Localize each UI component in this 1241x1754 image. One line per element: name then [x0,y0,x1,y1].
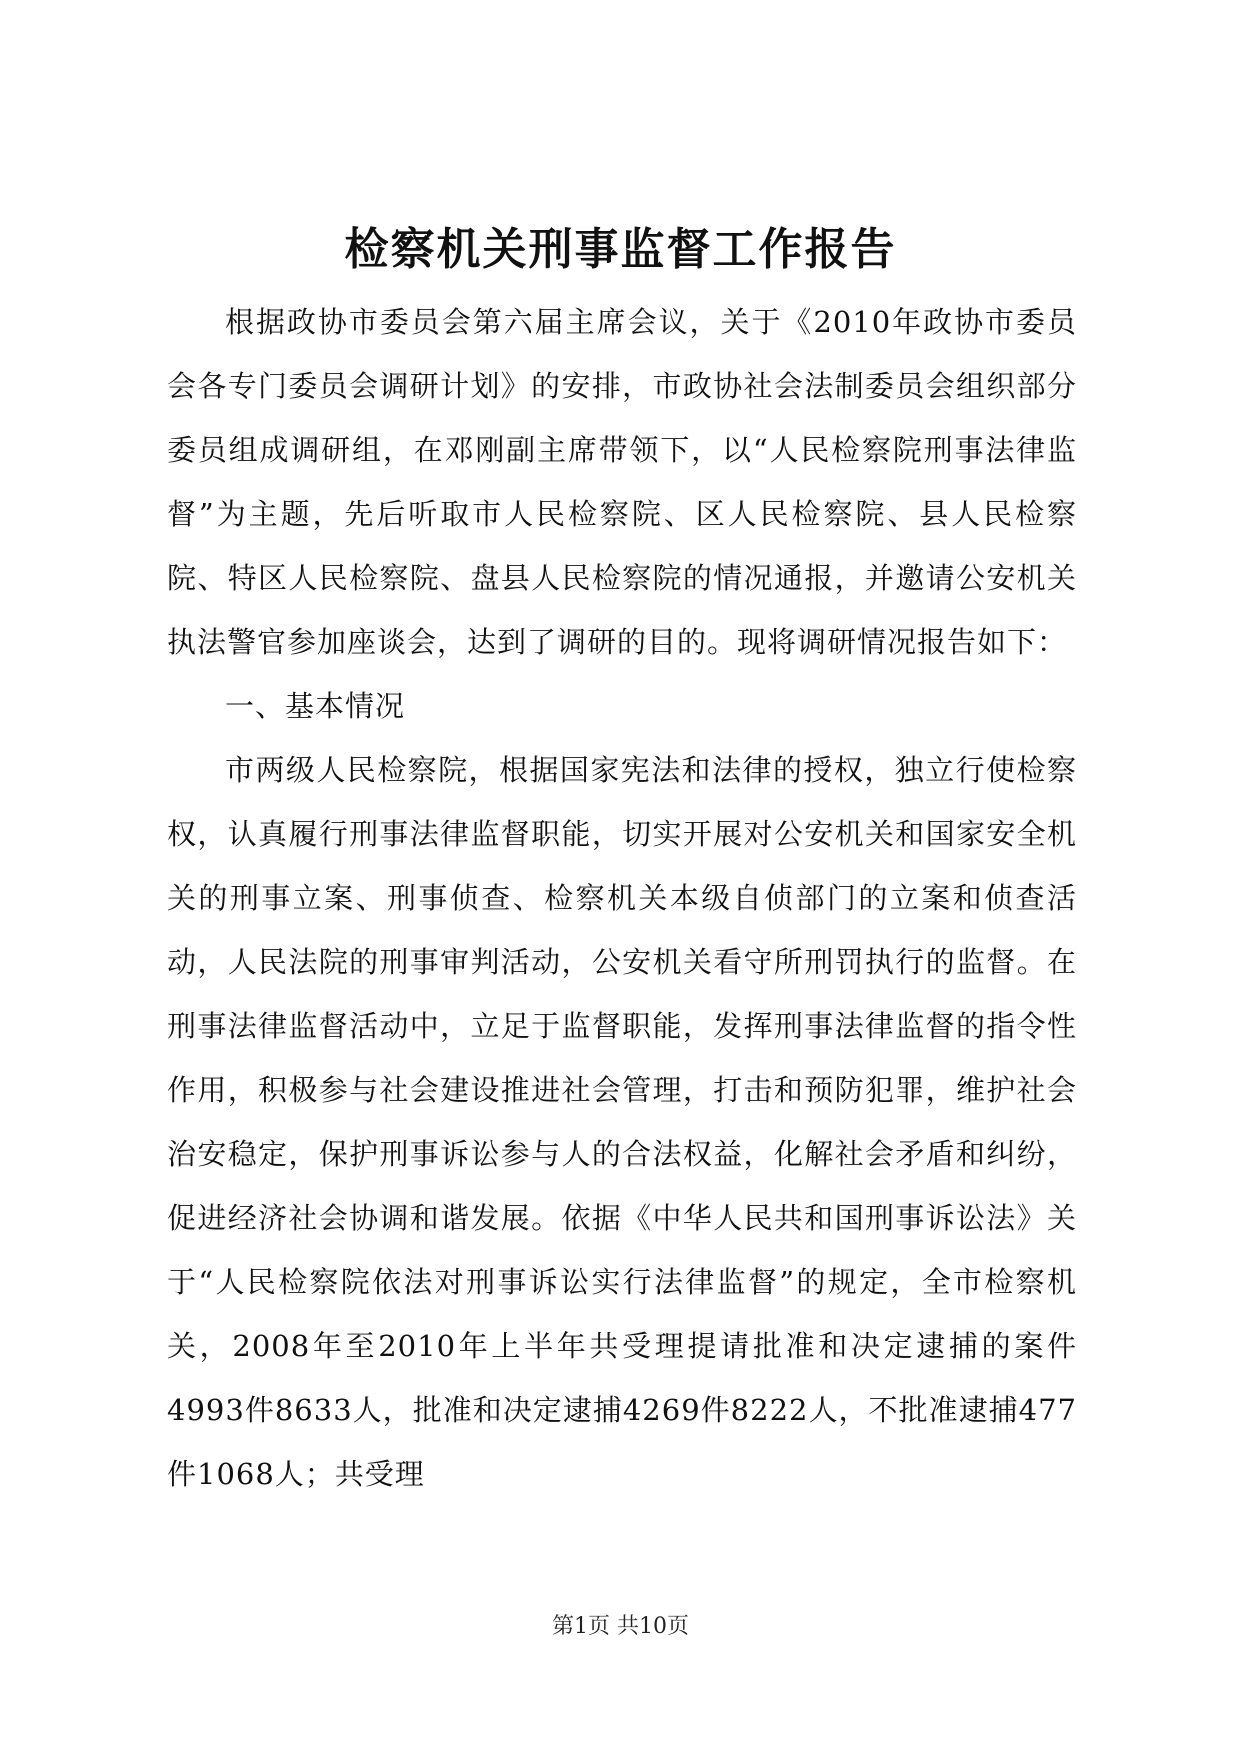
document-title: 检察机关刑事监督工作报告 [344,224,897,275]
section-heading-basic-situation: 一、基本情况 [225,689,406,723]
paragraph-basic-situation: 市两级人民检察院，根据国家宪法和法律的授权，独立行使检察权，认真履行刑事法律监督职能，切实开展对公安机关和国家安全机关的刑事立案、刑事侦查、检察机关本级自侦部门的立案和侦查活动，人民法院的刑事审判活动，公安机关看守所刑罚执行的监督。在刑事法律监督活动中，立足于监督职能，发挥刑事法律监督的指令性作用，积极参与社会建设推进社会管理，打击和预防犯罪，维护社会治安稳定，保护刑事诉讼参与人的合法权益，化解社会矛盾和纠纷，促进经济社会协调和谐发展。依据《中华人民共和国刑事诉讼法》关于“人民检察院依法对刑事诉讼实行法律监督”的规定，全市检察机关，2008年至2010年上半年共受理提请批准和决定逮捕的案件4993件8633人，批准和决定逮捕4269件8222人，不批准逮捕477件1068人；共受理 [167,753,1077,1491]
document-body [167,290,1077,1506]
page-number-footer: 第1页 共10页 [552,1614,689,1639]
paragraph-intro: 根据政协市委员会第六届主席会议，关于《2010年政协市委员会各专门委员会调研计划》的安排，市政协社会法制委员会组织部分委员组成调研组，在邓刚副主席带领下，以“人民检察院刑事法律监督”为主题，先后听取市人民检察院、区人民检察院、县人民检察院、特区人民检察院、盘县人民检察院的情况通报，并邀请公安机关执法警官参加座谈会，达到了调研的目的。现将调研情况报告如下： [167,305,1077,659]
